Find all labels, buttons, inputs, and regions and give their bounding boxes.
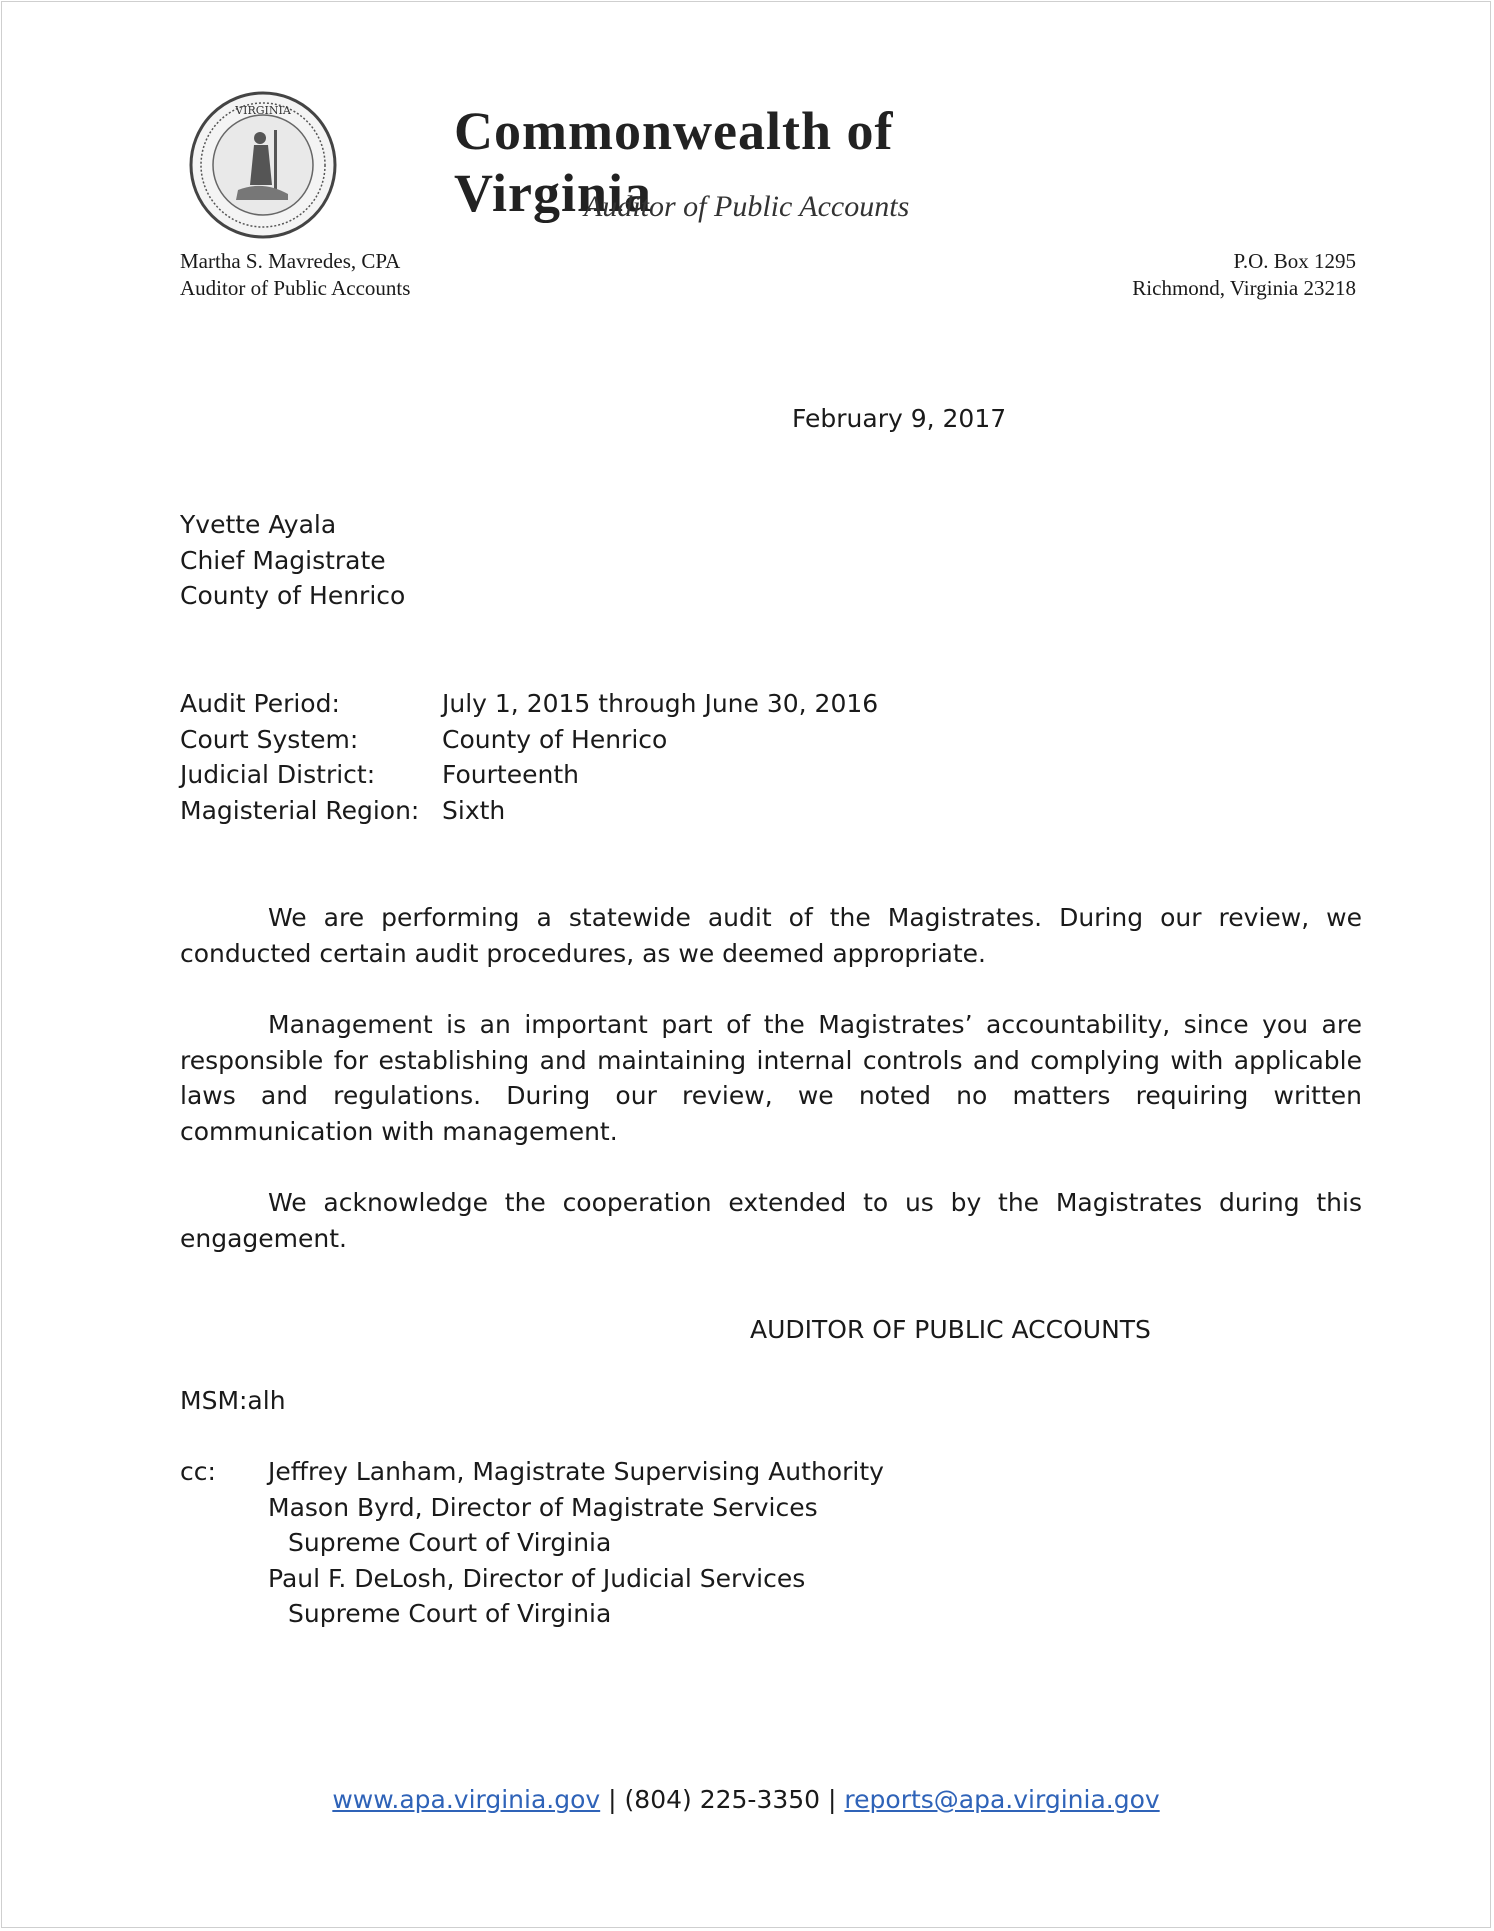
body-paragraph: Management is an important part of the Magistrates’ accountability, since you are responsible for establishing and maintaining internal controls and complying with applicable laws and regulations. During our review, we noted no matters requiring written communication with management.: [180, 1010, 1362, 1146]
body-paragraph: We are performing a statewide audit of the Magistrates. During our review, we conducted certain audit procedures, as we deemed appropriate.: [180, 903, 1362, 968]
footer-separator: |: [828, 1785, 837, 1814]
letterhead-right: [1132, 248, 1356, 302]
letter-page: [1, 1, 1491, 1928]
cc-line: Supreme Court of Virginia: [288, 1599, 612, 1628]
cc-line: Jeffrey Lanham, Magistrate Supervising Authority: [268, 1457, 884, 1486]
email-link[interactable]: reports@apa.virginia.gov: [844, 1785, 1160, 1814]
auditor-name: Martha S. Mavredes, CPA: [180, 249, 401, 273]
website-link[interactable]: www.apa.virginia.gov: [332, 1785, 601, 1814]
auditor-title: Auditor of Public Accounts: [180, 276, 411, 300]
recipient-org: County of Henrico: [180, 581, 406, 610]
detail-value: Sixth: [442, 795, 506, 825]
cc-line: Supreme Court of Virginia: [288, 1528, 612, 1557]
cc-line: Mason Byrd, Director of Magistrate Services: [268, 1492, 818, 1522]
detail-label: Audit Period:: [180, 689, 340, 718]
detail-row: [180, 686, 878, 722]
detail-value: County of Henrico: [442, 724, 668, 754]
detail-value: Fourteenth: [442, 760, 579, 789]
recipient-block: [180, 507, 405, 614]
detail-row: [180, 793, 878, 829]
detail-row: [180, 722, 878, 758]
svg-text:VIRGINIA: VIRGINIA: [235, 104, 291, 117]
letterhead-title: Commonwealth of Virginia: [454, 101, 894, 223]
audit-details: [180, 686, 878, 828]
detail-value: July 1, 2015 through June 30, 2016: [442, 689, 879, 718]
cc-block: [180, 1454, 884, 1632]
detail-label: Judicial District:: [180, 760, 376, 789]
signature-block: AUDITOR OF PUBLIC ACCOUNTS: [750, 1315, 1151, 1344]
cc-line: Paul F. DeLosh, Director of Judicial Services: [268, 1563, 806, 1593]
cc-label: cc:: [180, 1457, 216, 1486]
city-state: Richmond, Virginia 23218: [1132, 276, 1356, 300]
letterhead-left: [180, 248, 410, 302]
detail-label: Court System:: [180, 724, 359, 754]
body-paragraph: We acknowledge the cooperation extended to us by the Magistrates during this engagement.: [180, 1188, 1362, 1253]
detail-label: Magisterial Region:: [180, 795, 420, 825]
letterhead-subtitle: Auditor of Public Accounts: [584, 190, 910, 223]
reference-initials: MSM:alh: [180, 1386, 286, 1415]
footer-separator: |: [608, 1785, 617, 1814]
letter-date: February 9, 2017: [792, 404, 1007, 433]
recipient-name: Yvette Ayala: [180, 510, 337, 539]
detail-row: [180, 757, 878, 793]
footer: [2, 1785, 1490, 1814]
cc-list: [268, 1454, 884, 1632]
recipient-title: Chief Magistrate: [180, 545, 386, 575]
virginia-seal-icon: [188, 90, 338, 240]
po-box: P.O. Box 1295: [1233, 249, 1356, 273]
letter-body: [180, 900, 1362, 1292]
phone-number: (804) 225-3350: [624, 1785, 821, 1814]
